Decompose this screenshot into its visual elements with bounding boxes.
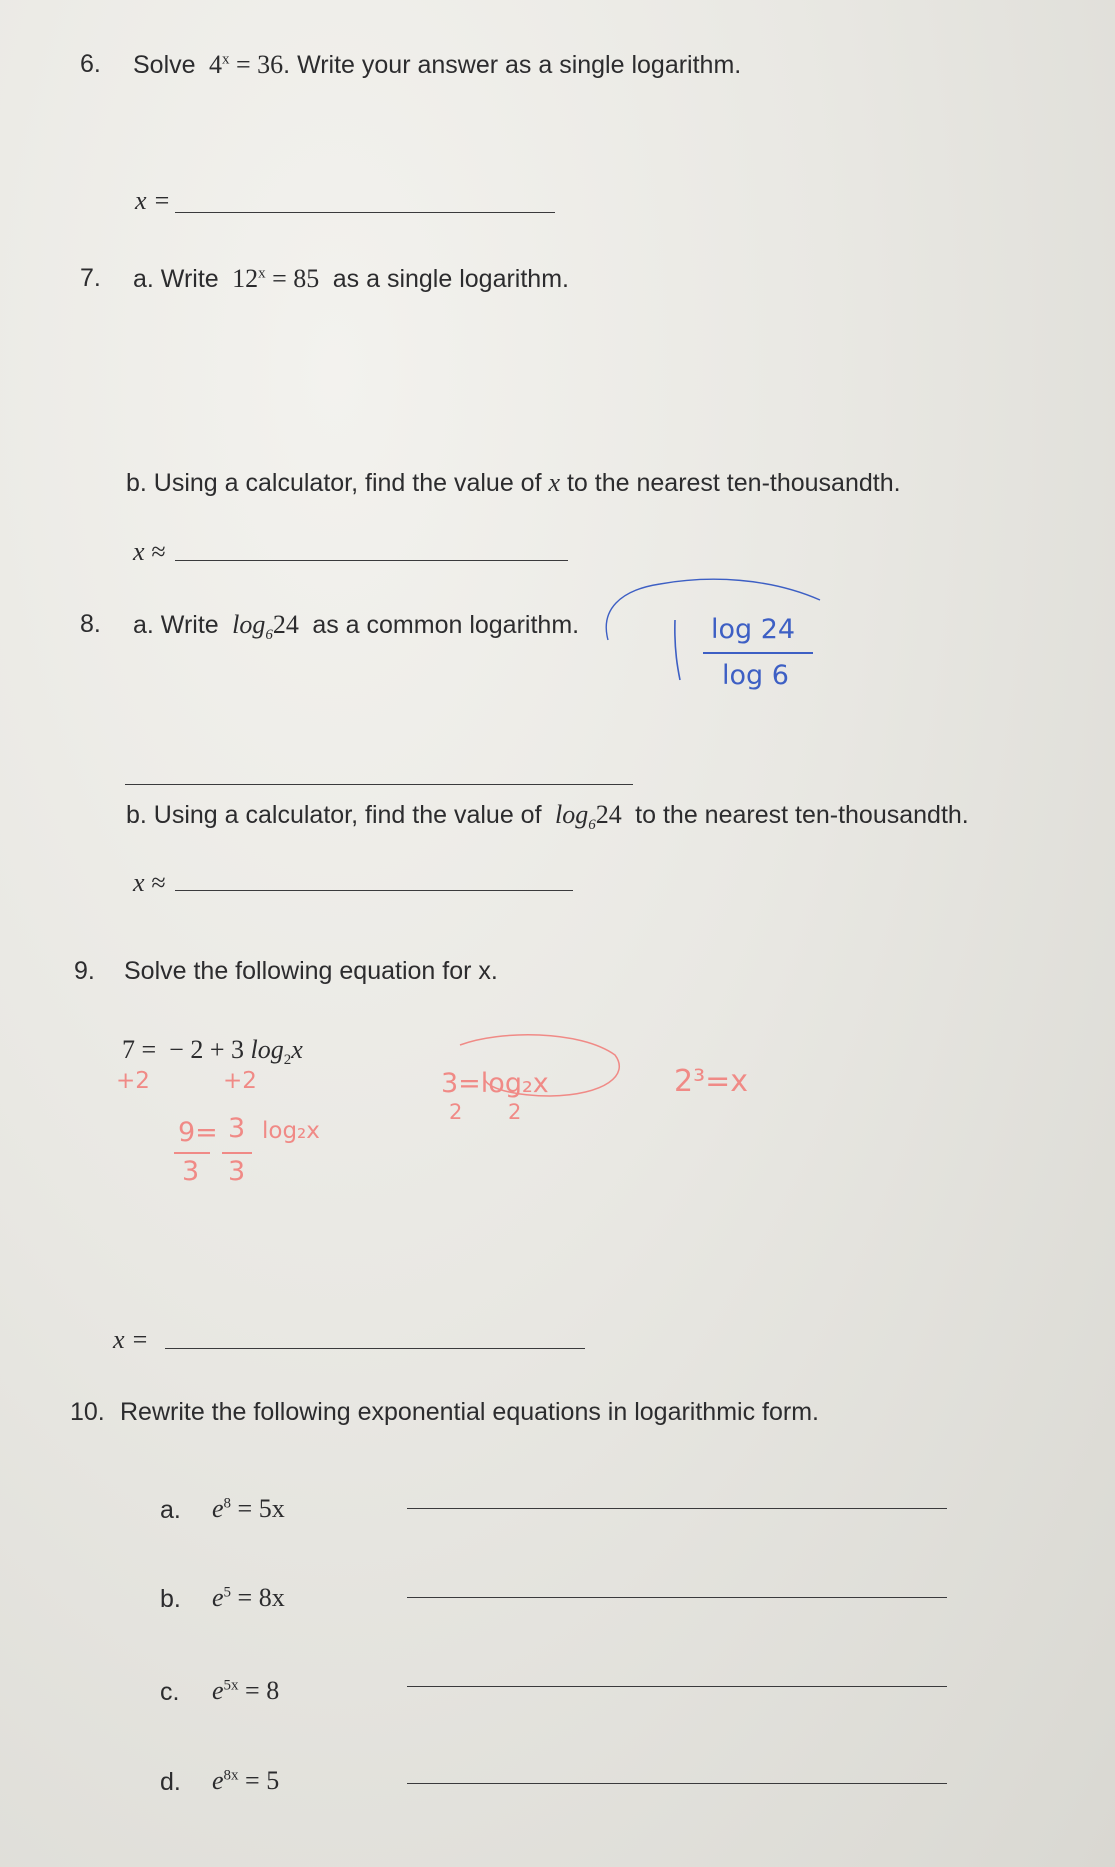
q6-prompt <box>133 50 741 80</box>
q6-suffix: . Write your answer as a single logarithm. <box>283 51 742 79</box>
hw-q9-step-den: 3 <box>182 1156 200 1187</box>
q7-answer-line[interactable] <box>175 560 568 561</box>
hw-q9-step-num: 9= <box>178 1117 218 1148</box>
q6-answer-label: x = <box>135 186 171 215</box>
hw-q9-frac-num: 3 <box>228 1113 246 1144</box>
hw-q9-bar-1 <box>174 1152 210 1154</box>
hw-q8-numerator: log 24 <box>711 614 796 645</box>
q10b-equation: $e^5 = 8x$ <box>212 1583 285 1612</box>
q8-answer-label: x ≈ <box>133 868 166 897</box>
hw-q8-denominator: log 6 <box>722 660 789 691</box>
q9-number: 9. <box>74 957 95 985</box>
hw-q9-bar-2 <box>222 1152 252 1154</box>
q10a-label: a. <box>160 1496 181 1524</box>
hw-q8-fraction-bar <box>703 652 813 654</box>
q8-answer-line-a[interactable] <box>125 784 633 785</box>
q10-number: 10. <box>70 1398 105 1426</box>
q10a-answer-line[interactable] <box>407 1508 947 1509</box>
hw-q9-step2-bot1: 2 <box>449 1100 463 1124</box>
hw-q9-step-log: log₂x <box>262 1118 320 1144</box>
q10b-label: b. <box>160 1585 181 1613</box>
q7-part-b: b. Using a calculator, find the value of x to the nearest ten-thousandth. <box>126 468 901 497</box>
q8-part-b: b. Using a calculator, find the value of $\log_624$ to the nearest ten-thousandth. <box>126 800 969 834</box>
q10c-equation: $e^{5x} = 8$ <box>212 1676 280 1705</box>
q10a-equation: $e^8 = 5x$ <box>212 1494 285 1523</box>
hw-q9-frac-den: 3 <box>228 1156 246 1187</box>
q6-number: 6. <box>80 50 101 78</box>
q10d-answer-line[interactable] <box>407 1783 947 1784</box>
q6-prefix: Solve <box>133 51 196 79</box>
hw-q9-under-7: +2 <box>116 1068 150 1094</box>
q10d-equation: $e^{8x} = 5$ <box>212 1766 280 1795</box>
q10c-answer-line[interactable] <box>407 1686 947 1687</box>
q7-equation: 12$^x$ = 85 <box>232 264 320 293</box>
q7-number: 7. <box>80 264 101 292</box>
q8-log-expression: $\log_624$ <box>232 610 299 644</box>
hw-q9-final: 2³=x <box>674 1064 749 1099</box>
q10b-answer-line[interactable] <box>407 1597 947 1598</box>
q6-answer-line[interactable] <box>175 212 555 213</box>
q8b-log-expression: $\log_624$ <box>554 800 622 834</box>
q9-prompt: Solve the following equation for x. <box>124 957 498 985</box>
q10-prompt: Rewrite the following exponential equations in logarithmic form. <box>120 1398 819 1426</box>
q8-part-a: a. Write $\log_624$ as a common logarithm. <box>133 610 580 644</box>
q8-answer-line-b[interactable] <box>175 890 573 891</box>
q10d-label: d. <box>160 1768 181 1796</box>
hw-q9-step2-bot2: 2 <box>508 1100 522 1124</box>
hw-q9-under-2: +2 <box>223 1068 257 1094</box>
q10c-label: c. <box>160 1678 180 1706</box>
q8-number: 8. <box>80 610 101 638</box>
q9-answer-line[interactable] <box>165 1348 585 1349</box>
hw-q9-step2-top: 3=log₂x <box>441 1068 549 1099</box>
q6-equation: 4$^x$ = 36 <box>209 50 284 79</box>
q9-equation: 7 = − 2 + 3 $\log_2x$ <box>122 1035 303 1069</box>
q9-answer-label: x = <box>113 1325 149 1354</box>
q7-answer-label: x ≈ <box>133 537 166 566</box>
q7-part-a: a. Write 12$^x$ = 85 as a single logarithm. <box>133 264 569 293</box>
